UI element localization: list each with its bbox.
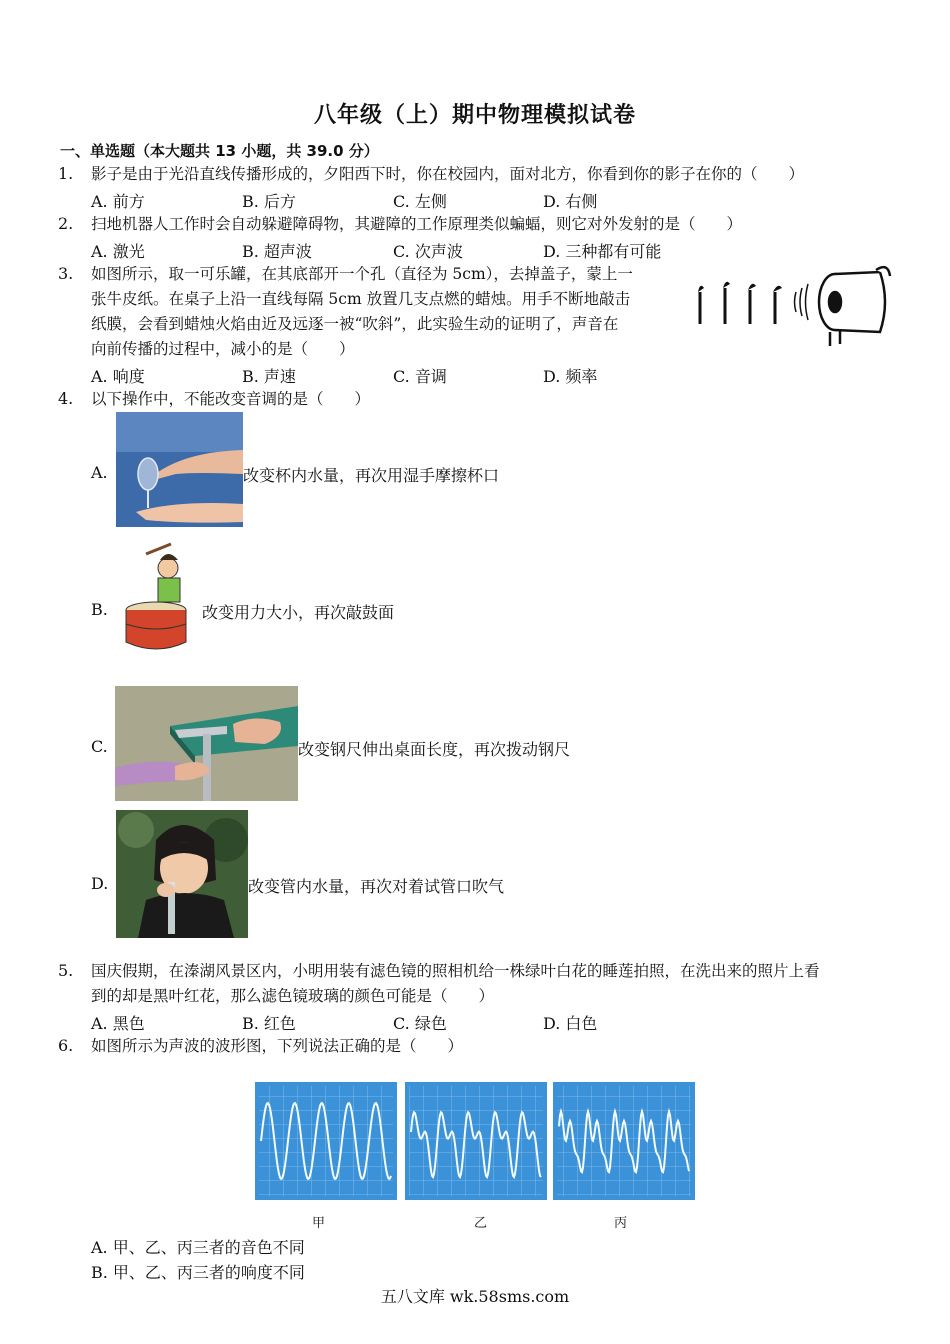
q2-option-a[interactable]: A. 激光 (91, 242, 145, 261)
q5-number: 5. (58, 961, 74, 980)
page-title: 八年级（上）期中物理模拟试卷 (313, 103, 636, 128)
steel-ruler-table-figure (115, 686, 298, 801)
q4-option-a-text: 改变杯内水量，再次用湿手摩擦杯口 (243, 466, 500, 485)
q1-number: 1. (58, 164, 74, 183)
q3-line-2: 张牛皮纸。在桌子上沿一直线每隔 5cm 放置几支点燃的蜡烛。用手不断地敲击 (91, 290, 631, 308)
q2-number: 2. (58, 214, 74, 233)
q5-option-b[interactable]: B. 红色 (242, 1014, 296, 1033)
q5-option-d[interactable]: D. 白色 (543, 1014, 598, 1033)
q3-number: 3. (58, 264, 74, 283)
wave-panel-jia (255, 1082, 397, 1200)
q1-option-c[interactable]: C. 左侧 (393, 192, 447, 211)
q1-text: 影子是由于光沿直线传播形成的，夕阳西下时，你在校园内，面对北方，你看到你的影子在你的（ ） (91, 165, 805, 183)
q5-line-1: 国庆假期，在溱湖风景区内，小明用装有滤色镜的照相机给一株绿叶白花的睡莲拍照，在洗出来的照片上看 (91, 962, 820, 980)
q1-option-b[interactable]: B. 后方 (242, 192, 296, 211)
wave-label-yi: 乙 (474, 1216, 488, 1231)
q3-option-a[interactable]: A. 响度 (91, 367, 145, 386)
q3-line-1: 如图所示，取一可乐罐，在其底部开一个孔（直径为 5cm），去掉盖子，蒙上一 (91, 265, 633, 283)
wave-panel-bing (553, 1082, 695, 1200)
wave-panel-yi (405, 1082, 547, 1200)
waveform-figure (255, 1082, 697, 1202)
q3-option-b[interactable]: B. 声速 (242, 367, 296, 386)
q4-option-c-label[interactable]: C. (91, 737, 108, 756)
wave-label-jia: 甲 (312, 1216, 326, 1231)
q6-option-b[interactable]: B. 甲、乙、丙三者的响度不同 (91, 1263, 305, 1282)
q4-text: 以下操作中，不能改变音调的是（ ） (91, 390, 371, 408)
q3-option-d[interactable]: D. 频率 (543, 367, 598, 386)
q5-line-2: 到的却是黑叶红花，那么滤色镜玻璃的颜色可能是（ ） (91, 987, 495, 1005)
q4-option-c-text: 改变钢尺伸出桌面长度，再次拨动钢尺 (298, 740, 571, 759)
q3-line-3: 纸膜，会看到蜡烛火焰由近及远逐一被“吹斜”，此实验生动的证明了，声音在 (91, 315, 619, 333)
q1-option-d[interactable]: D. 右侧 (543, 192, 598, 211)
q3-option-c[interactable]: C. 音调 (393, 367, 447, 386)
q4-number: 4. (58, 389, 74, 408)
wave-label-bing: 丙 (614, 1216, 628, 1231)
q4-option-d-text: 改变管内水量，再次对着试管口吹气 (248, 877, 505, 896)
q2-option-d[interactable]: D. 三种都有可能 (543, 242, 662, 261)
footer-watermark: 五八文库 wk.58sms.com (380, 1287, 570, 1306)
section-heading: 一、单选题（本大题共 13 小题，共 39.0 分） (60, 142, 379, 160)
q2-text: 扫地机器人工作时会自动躲避障碍物，其避障的工作原理类似蝙蝠，则它对外发射的是（ ） (91, 215, 743, 233)
q2-option-c[interactable]: C. 次声波 (393, 242, 463, 261)
q6-option-a[interactable]: A. 甲、乙、丙三者的音色不同 (91, 1238, 305, 1257)
q6-text: 如图所示为声波的波形图，下列说法正确的是（ ） (91, 1037, 464, 1055)
q5-option-a[interactable]: A. 黑色 (91, 1014, 145, 1033)
q2-option-b[interactable]: B. 超声波 (242, 242, 312, 261)
q4-option-b-label[interactable]: B. (91, 600, 108, 619)
girl-blowing-tube-photo (116, 810, 248, 938)
q4-option-d-label[interactable]: D. (91, 874, 109, 893)
q3-line-4: 向前传播的过程中，减小的是（ ） (91, 340, 355, 358)
drum-boy-figure (116, 538, 200, 656)
candles-can-figure (690, 262, 895, 348)
q1-option-a[interactable]: A. 前方 (91, 192, 145, 211)
q5-option-c[interactable]: C. 绿色 (393, 1014, 447, 1033)
q4-option-a-label[interactable]: A. (91, 463, 108, 482)
wine-glass-photo (116, 412, 243, 527)
q4-option-b-text: 改变用力大小，再次敲鼓面 (202, 603, 395, 622)
q6-number: 6. (58, 1036, 74, 1055)
